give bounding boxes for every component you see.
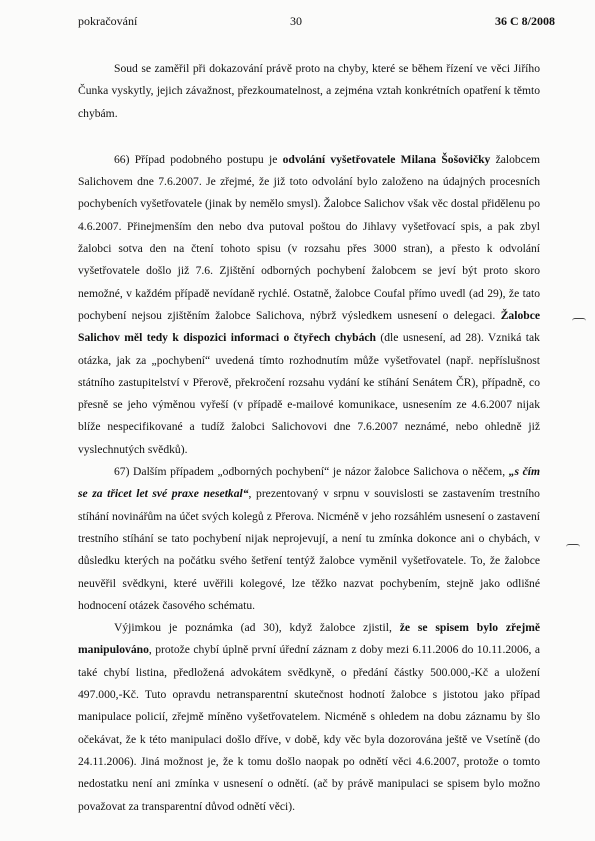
paragraph-67-text-2: , prezentovaný v srpnu v souvislosti se zastavením trestního stíhání novinářům na účet svých kolegů z Přerova. Nicméně v jeho rozsáhlém usnesení o zastavení trestního stíhání se tato pochybení nijak neprojevují, a není tu zmínka dokonce ani o chybách, v důsledku kterých na počátku svého šetření tentýž žalobce vyměnil vyšetřovatele. To, že žalobce neuvěřil svědkyni, které uvěřili kolegové, lze těžko nazvat pochybením, stejně jako odlišné hodnocení otázek časového schématu. (78, 487, 540, 612)
paragraph-66-text-3: (dle usnesení, ad 28). Vzniká tak otázka, jak za „pochybení“ uvedená tímto rozhodnutím může vyšetřovatel (např. nepříslušnost státního zastupitelství v Přerově, překročení rozsahu vydání ke stíhání Senátem ČR), případně, co přesně se jeho výměnou vyřeší (v případě e-mailové komunikace, usnesením ze 4.6.2007 nijak blíže nespecifikované a tudíž žalobci Salichovovi dne 7.6.2007 neznámé, nebo ohledně již vyslechnutých svědků). (78, 331, 540, 456)
paragraph-exception (78, 617, 540, 818)
paragraph-66 (78, 149, 540, 461)
paragraph-intro (78, 58, 540, 125)
paragraph-66-text-2: žalobcem Salichovem dne 7.6.2007. Je zřejmé, že již toto odvolání bylo založeno na údajných procesních pochybeních vyšetřovatele (jinak by nemělo smysl). Žalobce Salichov však věc dostal přidělenu po 4.6.2007. Přinejmenším den nebo dva putoval poštou do Jihlavy vyšetřovací spis, a pak zbyl žalobci sotva den na čtení tohoto spisu (v rozsahu přes 3000 stran), a přesto k odvolání vyšetřovatele došlo již 7.6. Zjištění odborných pochybení žalobcem se jeví být proto skoro nemožné, v každém případě nevídaně rychlé. Ostatně, žalobce Coufal přímo uvedl (ad 29), že tato pochybení nejsou zjištěním žalobce Salichova, nýbrž výsledkem usnesení o delegaci. (78, 152, 540, 322)
case-number: 36 C 8/2008 (495, 14, 555, 28)
margin-mark (566, 544, 580, 547)
paragraph-exception-text-2: , protože chybí úplně první úřední záznam z doby mezi 6.11.2006 do 10.11.2006, a také chybí listina, předložená advokátem svědkyně, o předání částky 500.000,-Kč a uložení 497.000,-Kč. Tuto opravdu netransparentní skutečnost hodnotí žalobce s jistotou jako případ manipulace policií, zřejmě míněno vyšetřovatelem. Nicméně s ohledem na dobu záznamu by šlo očekávat, že k této manipulaci došlo dříve, v době, kdy věc byla dozorována ještě ve Vsetíně (do 24.11.2006). Jiná možnost je, že k tomu došlo naopak po odnětí věci 4.6.2007, protože o tomto nedostatku není ani zmínka v usnesení o odnětí. (ač by právě manipulaci se spisem bylo možno považovat za transparentní důvod odnětí věci). (78, 643, 540, 813)
header-continuation-label: pokračování (78, 14, 138, 28)
paragraph-exception-text-1: Výjimkou je poznámka (ad 30), když žalobce zjistil, (114, 621, 400, 635)
document-body (78, 58, 540, 818)
paragraph-67-quote: „s čím se za třicet let své praxe nesetkal“ (78, 465, 540, 501)
page-number: 30 (290, 14, 302, 28)
paragraph-intro-text: Soud se zaměřil při dokazování právě proto na chyby, které se během řízení ve věci Jiřího Čunka vyskytly, jejich závažnost, přezkoumatelnost, a zejména vztah konkrétních opatření k těmto chybám. (78, 62, 540, 120)
paragraph-67 (78, 461, 540, 617)
margin-mark (572, 318, 586, 321)
paragraph-66-bold-2: Žalobce Salichov měl tedy k dispozici informaci o čtyřech chybách (78, 308, 540, 345)
paragraph-66-text-1: 66) Případ podobného postupu je (114, 152, 283, 166)
paragraph-exception-bold: že se spisem bylo zřejmě manipulováno (78, 621, 540, 657)
paragraph-66-bold-1: odvolání vyšetřovatele Milana Šošovičky (282, 152, 491, 166)
paragraph-67-text-1: 67) Dalším případem „odborných pochybení“ je názor žalobce Salichova o něčem, (114, 465, 509, 479)
